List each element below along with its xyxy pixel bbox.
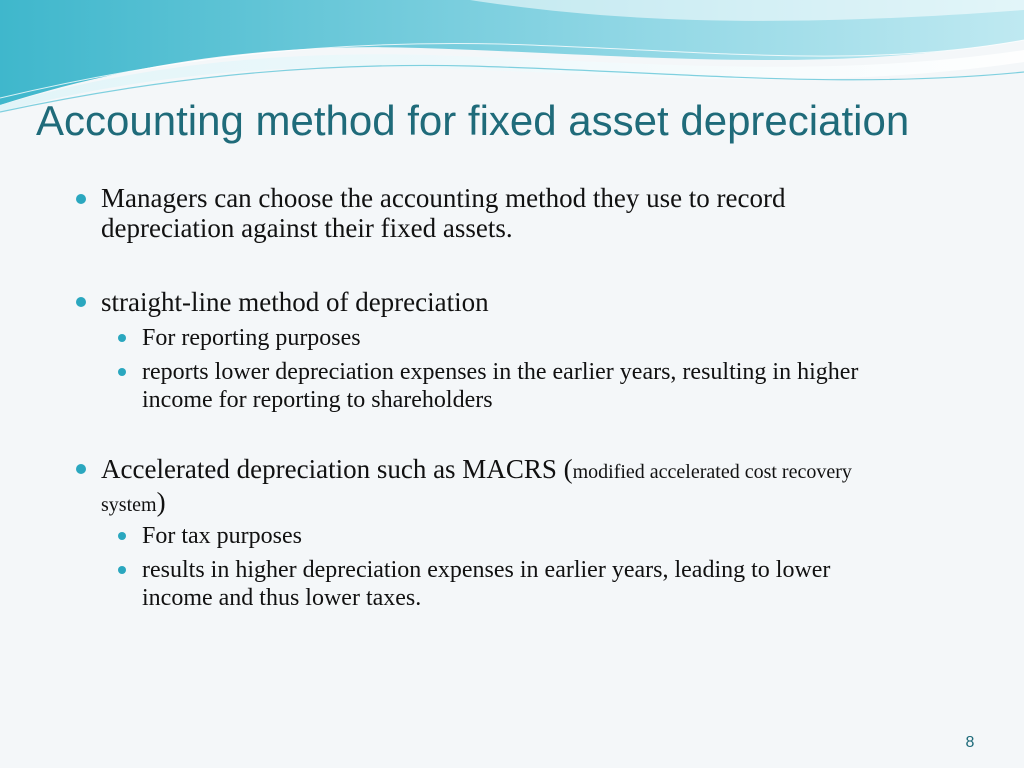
sub-bullet-text-2-2: reports lower depreciation expenses in the earlier years, resulting in higher income for reporting to shareholders (142, 359, 859, 413)
bullet-text-2: straight-line method of depreciation (101, 287, 489, 317)
bullet-icon (76, 464, 86, 474)
bullet-icon (76, 194, 86, 204)
sub-bullet-icon (118, 532, 126, 540)
sub-bullet-text-2-1: For reporting purposes (142, 325, 361, 351)
sub-bullet-icon (118, 334, 126, 342)
sub-bullet-text-3-1: For tax purposes (142, 523, 302, 549)
bullet-text-3-small: modified accelerated cost recovery system (101, 461, 852, 516)
page-number: 8 (965, 734, 975, 751)
bullet-text-3 (101, 454, 881, 520)
sub-bullet-icon (118, 368, 126, 376)
sub-bullet-icon (118, 566, 126, 574)
sub-bullet-text-3-2: results in higher depreciation expenses in earlier years, leading to lower income and thus lower taxes. (142, 557, 831, 611)
bullet-text-3-main: Accelerated depreciation such as MACRS ( (101, 454, 573, 484)
bullet-text-3-close: ) (156, 487, 166, 517)
bullet-text-1: Managers can choose the accounting method they use to record depreciation against their fixed assets. (101, 183, 786, 243)
bullet-icon (76, 297, 86, 307)
slide-title: Accounting method for fixed asset depreciation (36, 97, 910, 144)
